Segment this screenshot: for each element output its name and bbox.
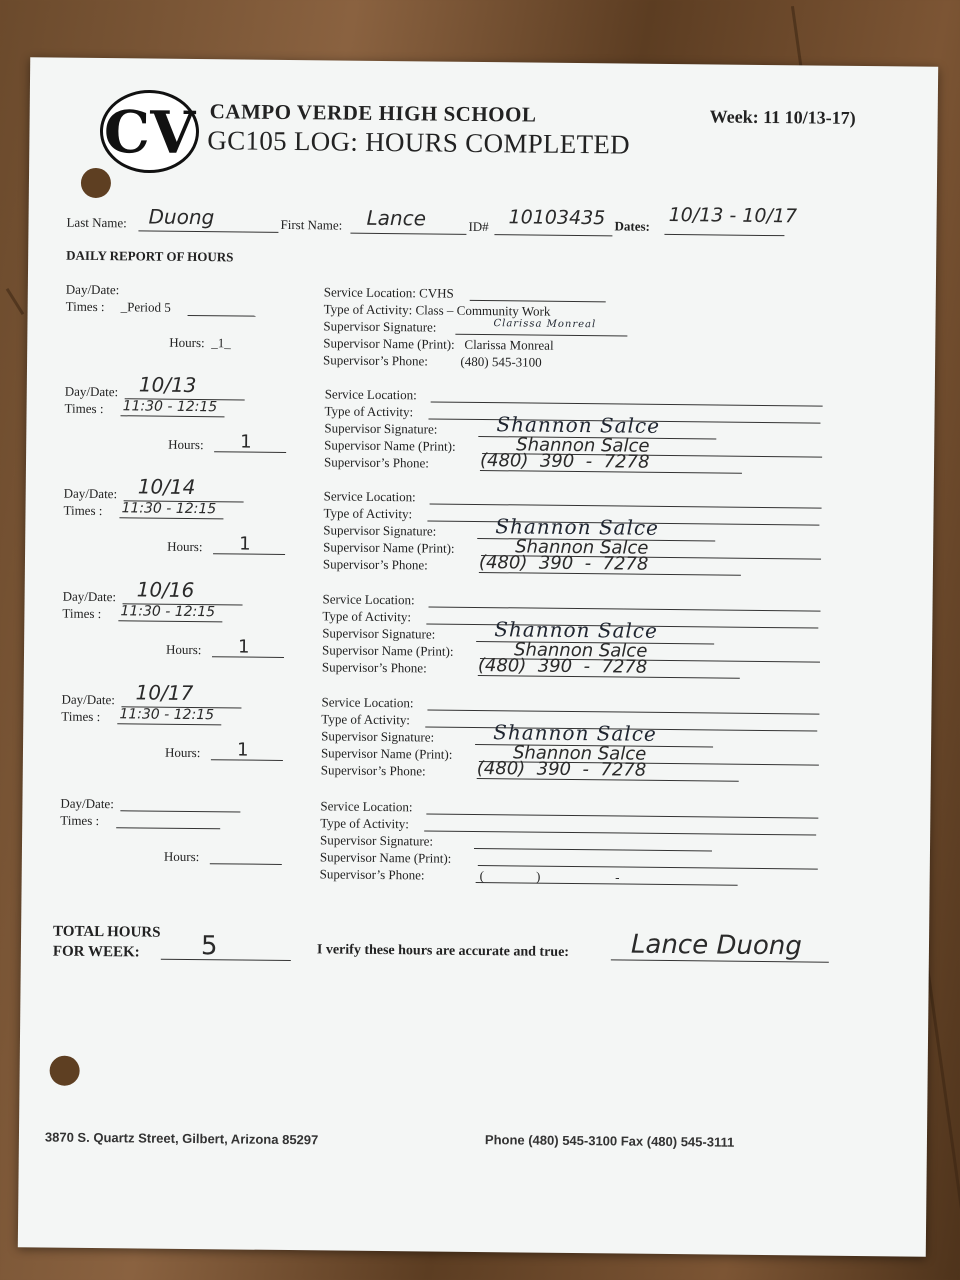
- phone-line: 7278: [602, 553, 649, 575]
- last-name-line: [138, 230, 278, 232]
- entry-block: [26, 372, 935, 489]
- empty-phone-parens: ( ) -: [479, 868, 620, 885]
- hours-line: [210, 863, 282, 865]
- example-supervisor-phone: (480) 545-3100: [460, 353, 542, 370]
- supervisor-phone-label: Supervisor’s Phone:: [319, 866, 425, 883]
- times-line: [118, 620, 222, 622]
- last-name-label: Last Name:: [66, 214, 127, 231]
- service-location-line: [426, 813, 818, 818]
- entry-hours: 1: [239, 533, 251, 555]
- example-times-value: _Period 5: [120, 299, 171, 315]
- first-name-value: Lance: [366, 205, 427, 231]
- entry-supervisor-phone: (480) 390 - 7278: [476, 757, 647, 781]
- entry-times: 11:30 - 12:15: [119, 706, 215, 724]
- school-phones: Phone (480) 545-3100 Fax (480) 545-3111: [484, 1132, 735, 1150]
- entry-supervisor-phone: (480) 390 - 7278: [478, 552, 649, 575]
- service-location-label: Service Location:: [320, 798, 413, 815]
- supervisor-name-label: Supervisor Name (Print):: [319, 849, 452, 866]
- type-of-activity-label-text: Type of Activity:: [323, 301, 413, 318]
- service-location-line: [431, 401, 823, 406]
- entry-date: 10/13: [138, 372, 197, 398]
- service-location-label: Service Location:: [323, 488, 416, 505]
- supervisor-signature-label: Supervisor Signature:: [323, 318, 437, 335]
- section-title: DAILY REPORT OF HOURS: [66, 247, 234, 265]
- id-label: ID#: [468, 218, 489, 235]
- example-hours-value: _1_: [211, 335, 231, 351]
- times-line: [121, 415, 225, 417]
- student-signature: Lance Duong: [630, 929, 802, 962]
- school-name: CAMPO VERDE HIGH SCHOOL: [209, 99, 537, 127]
- type-of-activity-label: Type of Activity:: [324, 403, 414, 420]
- phone-area: 480: [485, 552, 521, 574]
- day-date-label: Day/Date:: [64, 383, 119, 400]
- log-sheet: [18, 57, 938, 1256]
- entry-supervisor-name: Shannon Salce: [515, 536, 649, 559]
- phone-area: 480: [484, 655, 520, 677]
- supervisor-signature-label: Supervisor Signature:: [323, 522, 437, 539]
- entry-block: [25, 474, 934, 591]
- entry-times: 11:30 - 12:15: [120, 603, 216, 621]
- hours-label: Hours:: [169, 334, 205, 351]
- entry-supervisor-name: Shannon Salce: [513, 639, 648, 662]
- supervisor-phone-label: Supervisor’s Phone:: [320, 762, 426, 779]
- example-times-line: [188, 315, 256, 317]
- supervisor-name-label: Supervisor Name (Print):: [324, 437, 456, 454]
- total-hours-line: [161, 959, 291, 961]
- day-date-label: Day/Date:: [65, 281, 120, 298]
- last-name-value: Duong: [148, 204, 215, 230]
- entry-supervisor-signature: Shannon Salce: [495, 514, 660, 540]
- phone-line: 7278: [601, 656, 648, 678]
- day-date-label: Day/Date:: [60, 795, 114, 812]
- phone-line: 7278: [600, 759, 647, 781]
- service-location-line: [427, 709, 819, 714]
- type-of-activity-label: Type of Activity:: [323, 505, 413, 522]
- phone-prefix: 390: [538, 552, 574, 574]
- verify-label: I verify these hours are accurate and true:: [316, 942, 570, 960]
- supervisor-phone-label: Supervisor’s Phone:: [323, 454, 429, 471]
- day-date-label: Day/Date:: [63, 485, 118, 502]
- entry-hours: 1: [240, 431, 252, 453]
- times-label: Times :: [61, 708, 101, 725]
- example-service-location: CVHS: [419, 285, 454, 301]
- service-location-label: Service Location:: [322, 591, 415, 608]
- times-label: Times :: [62, 605, 102, 622]
- entry-date: 10/16: [136, 577, 195, 603]
- dates-value: 10/13 - 10/17: [668, 203, 798, 228]
- hours-label: Hours:: [168, 436, 204, 453]
- entry-date: 10/14: [137, 474, 196, 500]
- times-label: Times :: [64, 400, 104, 417]
- supervisor-name-label: [323, 335, 553, 353]
- type-of-activity-label: Type of Activity:: [321, 711, 411, 728]
- entry-supervisor-name: Shannon Salce: [512, 742, 647, 765]
- example-location-line: [470, 300, 606, 302]
- supervisor-phone-label: [323, 352, 542, 370]
- service-location-label: Service Location:: [324, 386, 417, 403]
- supervisor-name-label: Supervisor Name (Print):: [323, 539, 455, 556]
- entry-times: 11:30 - 12:15: [122, 398, 218, 416]
- supervisor-signature-label: Supervisor Signature:: [321, 728, 435, 745]
- times-label: Times :: [65, 298, 105, 315]
- for-week-label: FOR WEEK:: [52, 943, 140, 961]
- type-of-activity-label: [324, 301, 551, 319]
- service-location-line: [430, 503, 822, 508]
- example-supervisor-name: Clarissa Monreal: [464, 336, 554, 353]
- service-location-label: [324, 284, 454, 301]
- punch-hole: [49, 1056, 79, 1086]
- entry-hours: 1: [237, 636, 250, 658]
- type-of-activity-line: [424, 830, 816, 835]
- day-date-line: [120, 810, 240, 812]
- hours-label: Hours:: [167, 538, 203, 555]
- day-date-label: Day/Date:: [61, 691, 116, 708]
- entry-date: 10/17: [135, 680, 194, 706]
- entry-supervisor-phone: (480) 390 - 7278: [477, 655, 648, 678]
- school-logo: [99, 88, 200, 175]
- logo-text: CV: [103, 98, 196, 168]
- entry-supervisor-signature: Shannon Salce: [496, 412, 661, 438]
- service-location-label-text: Service Location:: [323, 284, 416, 301]
- entry-times: 11:30 - 12:15: [121, 500, 217, 518]
- id-value: 10103435: [508, 206, 606, 230]
- supervisor-name-label-text: Supervisor Name (Print):: [323, 335, 455, 352]
- dates-line: [664, 234, 784, 236]
- phone-prefix: 390: [536, 758, 572, 780]
- total-hours-label: TOTAL HOURS: [53, 923, 161, 941]
- supervisor-signature-line: [474, 848, 712, 851]
- first-name-line: [350, 233, 466, 235]
- entry-supervisor-phone: (480) 390 - 7278: [479, 450, 650, 473]
- floor-seam: [6, 288, 24, 315]
- entry-hours: 1: [236, 739, 249, 761]
- entry-block: [23, 680, 932, 797]
- phone-prefix: 390: [537, 655, 573, 677]
- example-type-of-activity: Class – Community Work: [415, 302, 551, 319]
- first-name-label: First Name:: [280, 216, 343, 233]
- supervisor-signature-label: Supervisor Signature:: [322, 625, 436, 642]
- id-line: [494, 234, 612, 236]
- type-of-activity-label: Type of Activity:: [322, 608, 412, 625]
- times-line: [119, 517, 223, 519]
- hours-label: Hours:: [163, 848, 200, 865]
- supervisor-name-label: Supervisor Name (Print):: [320, 745, 453, 762]
- phone-area: 480: [483, 758, 519, 780]
- week-label: Week: 11 10/13-17): [709, 106, 856, 128]
- entry-block-empty: [22, 791, 931, 901]
- entry-supervisor-signature: Shannon Salce: [494, 617, 659, 643]
- supervisor-signature-label: Supervisor Signature:: [319, 832, 434, 849]
- times-label: Times :: [60, 812, 100, 829]
- hours-label: Hours:: [165, 641, 202, 658]
- supervisor-signature-label: Supervisor Signature:: [324, 420, 438, 437]
- phone-line: 7278: [603, 451, 650, 473]
- day-date-label: Day/Date:: [62, 588, 117, 605]
- dates-label: Dates:: [614, 218, 650, 234]
- supervisor-phone-label: Supervisor’s Phone:: [321, 659, 427, 676]
- entry-supervisor-signature: Shannon Salce: [493, 720, 657, 746]
- hours-label: Hours:: [164, 744, 201, 761]
- times-line: [116, 827, 220, 829]
- supervisor-name-label: Supervisor Name (Print):: [321, 642, 454, 659]
- times-line: [117, 723, 221, 725]
- school-address: 3870 S. Quartz Street, Gilbert, Arizona 85297: [44, 1129, 319, 1148]
- log-title: GC105 LOG: HOURS COMPLETED: [207, 125, 631, 160]
- service-location-line: [429, 606, 821, 611]
- phone-area: 480: [486, 450, 522, 472]
- entry-block: [24, 577, 933, 694]
- times-label: Times :: [63, 502, 103, 519]
- phone-prefix: 390: [539, 450, 575, 472]
- type-of-activity-label: Type of Activity:: [320, 815, 409, 832]
- supervisor-phone-label: Supervisor’s Phone:: [322, 556, 428, 573]
- supervisor-phone-label-text: Supervisor’s Phone:: [323, 352, 429, 369]
- entry-supervisor-name: Shannon Salce: [516, 434, 650, 457]
- total-hours-value: 5: [200, 931, 218, 962]
- example-supervisor-signature: Clarissa Monreal: [493, 318, 597, 331]
- service-location-label: Service Location:: [321, 694, 414, 711]
